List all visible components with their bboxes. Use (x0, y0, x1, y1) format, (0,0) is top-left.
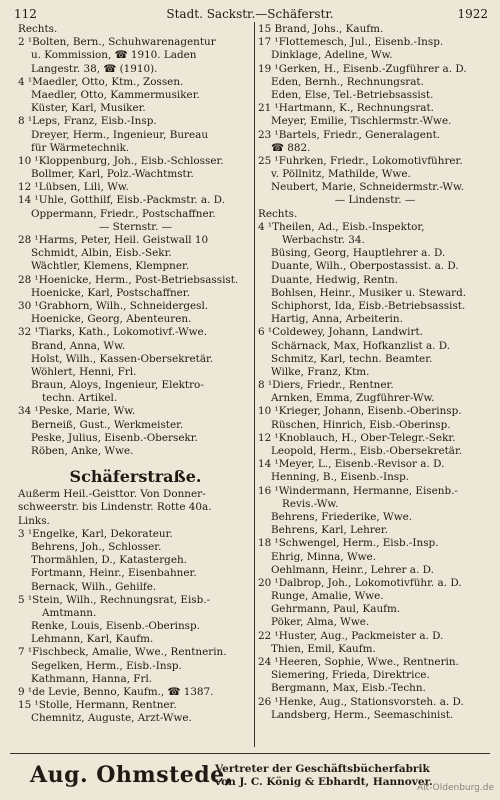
directory-entry-line: Dinklage, Adeline, Ww. (271, 49, 393, 62)
left-column (18, 23, 253, 726)
directory-entry-line: 6 ¹Coldewey, Johann, Landwirt. (258, 326, 423, 339)
directory-entry-line: Braun, Aloys, Ingenieur, Elektro- (31, 379, 204, 392)
directory-entry-line: Oehlmann, Heinr., Lehrer a. D. (271, 563, 434, 576)
directory-entry-line: 23 ¹Bartels, Friedr., Generalagent. (258, 128, 441, 141)
directory-entry-line: Chemnitz, Auguste, Arzt-Wwe. (31, 712, 192, 725)
directory-entry-line: Henning, B., Eisenb.-Insp. (271, 471, 410, 484)
directory-entry-line: 28 ¹Harms, Peter, Heil. Geistwall 10 (18, 234, 209, 246)
directory-entry-line: Rechts. (18, 23, 58, 35)
directory-entry-line: 15 Brand, Johs., Kaufm. (258, 23, 384, 35)
column-divider (254, 22, 255, 747)
directory-entry-line: 5 ¹Stein, Wilh., Rechnungsrat, Eisb.- (18, 593, 211, 606)
directory-entry-line: 8 ¹Leps, Franz, Eisb.-Insp. (18, 115, 157, 128)
directory-entry-line: Duante, Wilh., Oberpostassist. a. D. (271, 260, 459, 273)
directory-entry-line: Renke, Louis, Eisenb.-Oberinsp. (31, 620, 200, 633)
directory-entry-line: 17 ¹Flottemesch, Jul., Eisenb.-Insp. (258, 36, 444, 49)
directory-entry-line: Langestr. 38, ☎ (1910). (31, 62, 158, 75)
directory-entry-line: Peske, Julius, Eisenb.-Obersekr. (31, 431, 198, 444)
right-column (258, 23, 492, 722)
page-year: 1922 (457, 7, 488, 21)
directory-entry-line: Neubert, Marie, Schneidermstr.-Ww. (271, 181, 464, 194)
page-title: Stadt. Sackstr.—Schäferstr. (166, 7, 334, 21)
directory-entry-line: Berneiß, Gust., Werkmeister. (31, 418, 184, 431)
directory-entry-line: Behrens, Karl, Lehrer. (271, 524, 389, 537)
directory-entry-line: Fortmann, Heinr., Eisenbahner. (31, 567, 197, 580)
directory-entry-line: Segelken, Herm., Eisb.-Insp. (31, 659, 182, 672)
directory-entry-line: 15 ¹Stolle, Hermann, Rentner. (18, 699, 177, 712)
directory-entry-line: Thien, Emil, Kaufm. (271, 642, 376, 655)
directory-entry-line: 30 ¹Grabhorn, Wilh., Schneidergesl. (18, 299, 209, 312)
footer-brand: Aug. Ohmstede, (30, 762, 233, 788)
directory-entry-line: Lehmann, Karl, Kaufm. (31, 633, 154, 646)
directory-entry-line: Thormählen, D., Katastergeh. (31, 554, 187, 567)
directory-entry-line: v. Pöllnitz, Mathilde, Wwe. (271, 168, 411, 181)
directory-entry-line: Revis.-Ww. (282, 497, 339, 510)
directory-entry-line: 8 ¹Diers, Friedr., Rentner. (258, 379, 394, 392)
directory-entry-line: Eden, Else, Tel.-Betriebsassist. (271, 88, 434, 101)
directory-entry-line: Hoenicke, Georg, Abenteuren. (31, 313, 192, 326)
directory-entry-line: Brand, Anna, Ww. (31, 339, 126, 352)
directory-entry-line: Holst, Wilh., Kassen-Obersekretär. (31, 352, 214, 365)
directory-entry-line: Bergmann, Max, Eisb.-Techn. (271, 682, 426, 695)
directory-entry-line: Rechts. (258, 207, 298, 220)
directory-entry-line: Büsing, Georg, Hauptlehrer a. D. (271, 247, 446, 260)
directory-entry-line: Behrens, Joh., Schlosser. (31, 540, 162, 553)
directory-entry-line: 10 ¹Kloppenburg, Joh., Eisb.-Schlosser. (18, 154, 224, 167)
directory-entry-line: — Sternstr. — (98, 220, 173, 233)
directory-entry-line: Arnken, Emma, Zugführer-Ww. (271, 392, 435, 405)
directory-entry-line: Behrens, Friederike, Wwe. (271, 510, 413, 523)
directory-entry-line: Schmidt, Albin, Eisb.-Sekr. (31, 247, 172, 260)
directory-entry-line: Meyer, Emilie, Tischlermstr.-Wwe. (271, 115, 452, 128)
directory-entry-line: Gehrmann, Paul, Kaufm. (271, 603, 401, 616)
directory-entry-line: 28 ¹Hoenicke, Herm., Post-Betriebsassist. (18, 273, 239, 286)
directory-entry-line: Schärnack, Max, Hofkanzlist a. D. (271, 339, 451, 352)
directory-entry-line: Wöhlert, Henni, Frl. (31, 365, 137, 378)
directory-entry-line: Eden, Bernh., Rechnungsrat. (271, 75, 424, 88)
directory-entry-line: Schäferstraße. (69, 467, 202, 487)
directory-entry-line: Duante, Hedwig, Rentn. (271, 273, 399, 286)
directory-entry-line: 18 ¹Schwengel, Herm., Eisb.-Insp. (258, 537, 439, 550)
directory-entry-line: 4 ¹Maedler, Otto, Ktm., Zossen. (18, 75, 184, 88)
directory-entry-line: 10 ¹Krieger, Johann, Eisenb.-Oberinsp. (258, 405, 462, 418)
page-number: 112 (14, 7, 37, 21)
footer-line-2: von J. C. König & Ebhardt, Hannover. (215, 776, 433, 788)
directory-entry-line: 9 ¹de Levie, Benno, Kaufm., ☎ 1387. (18, 686, 214, 698)
directory-entry-line: Röben, Anke, Wwe. (31, 445, 134, 457)
directory-entry-line: Schiphorst, Ida, Eisb.-Betriebsassist. (271, 299, 466, 312)
directory-entry-line: Amtmann. (42, 606, 97, 619)
directory-entry-line: Dreyer, Herm., Ingenieur, Bureau (31, 128, 209, 141)
directory-entry-line: Siemering, Frieda, Direktrice. (271, 669, 430, 682)
page-header (10, 6, 490, 22)
directory-entry-line: Bohlsen, Heinr., Musiker u. Steward. (271, 286, 467, 299)
directory-entry-line: Küster, Karl, Musiker. (31, 102, 146, 115)
directory-entry-line: u. Kommission, ☎ 1910. Laden (31, 49, 197, 62)
directory-entry-line: Bollmer, Karl, Polz.-Wachtmstr. (31, 168, 194, 181)
watermark: Alt-Oldenburg.de (416, 783, 494, 793)
directory-entry-line: — Lindenstr. — (334, 194, 416, 207)
directory-entry-line: Hartig, Anna, Arbeiterin. (271, 313, 403, 326)
directory-entry-line: 14 ¹Uhle, Gotthilf, Eisb.-Packmstr. a. D. (18, 194, 225, 207)
footer-line-1: Vertreter der Geschäftsbücherfabrik (215, 763, 430, 775)
directory-entry-line: Wächtler, Klemens, Klempner. (31, 260, 190, 273)
directory-entry-line: Oppermann, Friedr., Postschaffner. (31, 207, 216, 220)
directory-entry-line: ☎ 882. (271, 141, 311, 154)
directory-entry-line: 12 ¹Knoblauch, H., Ober-Telegr.-Sekr. (258, 431, 456, 444)
directory-entry-line: Außerm Heil.-Geisttor. Von Donner- (18, 488, 206, 501)
directory-entry-line: für Wärmetechnik. (31, 141, 130, 154)
directory-entry-line: Ehrig, Minna, Wwe. (271, 550, 376, 563)
directory-entry-line: Schmitz, Karl, techn. Beamter. (271, 352, 433, 365)
directory-entry-line: Landsberg, Herm., Seemaschinist. (271, 708, 454, 721)
directory-entry-line: 2 ¹Bolten, Bern., Schuhwarenagentur (18, 36, 216, 49)
directory-entry-line: 22 ¹Huster, Aug., Packmeister a. D. (258, 629, 444, 642)
directory-entry-line: 32 ¹Tiarks, Kath., Lokomotivf.-Wwe. (18, 326, 208, 339)
directory-entry-line: Pöker, Alma, Wwe. (271, 616, 370, 629)
directory-entry-line: Leopold, Herm., Eisb.-Obersekretär. (271, 445, 463, 457)
directory-entry-line: schweerstr. bis Lindenstr. Rotte 40a. (18, 501, 212, 514)
directory-entry-line: 14 ¹Meyer, L., Eisenb.-Revisor a. D. (258, 458, 445, 471)
directory-entry-line: Kathmann, Hanna, Frl. (31, 672, 153, 685)
directory-entry-line: Rüschen, Hinrich, Eisb.-Oberinsp. (271, 418, 451, 431)
directory-entry-line: 12 ¹Lübsen, Lili, Ww. (18, 181, 129, 194)
directory-entry-line: 25 ¹Fuhrken, Friedr., Lokomotivführer. (258, 154, 463, 167)
directory-entry-line: Bernack, Wilh., Gehilfe. (31, 580, 157, 593)
directory-entry-line: Links. (18, 514, 50, 527)
directory-entry-line: Hoenicke, Karl, Postschaffner. (31, 286, 190, 299)
directory-entry-line: Werbachstr. 34. (282, 234, 365, 246)
directory-entry-line: techn. Artikel. (42, 392, 118, 405)
directory-entry-line: 19 ¹Gerken, H., Eisenb.-Zugführer a. D. (258, 62, 467, 75)
directory-entry-line: 7 ¹Fischbeck, Amalie, Wwe., Rentnerin. (18, 646, 227, 659)
directory-entry-line: 34 ¹Peske, Marie, Ww. (18, 405, 136, 418)
directory-entry-line: 21 ¹Hartmann, K., Rechnungsrat. (258, 102, 434, 115)
directory-entry-line: Maedler, Otto, Kammermusiker. (31, 88, 200, 101)
directory-entry-line: 16 ¹Windermann, Hermanne, Eisenb.- (258, 484, 458, 497)
directory-entry-line: 4 ¹Theilen, Ad., Eisb.-Inspektor, (258, 220, 425, 233)
directory-entry-line: Wilke, Franz, Ktm. (271, 365, 370, 378)
directory-entry-line: 20 ¹Dalbrop, Joh., Lokomotivführ. a. D. (258, 576, 462, 589)
directory-entry-line: Runge, Amalie, Wwe. (271, 590, 384, 603)
directory-entry-line: 24 ¹Heeren, Sophie, Wwe., Rentnerin. (258, 656, 459, 668)
advertisement-footer (0, 758, 500, 792)
footer-divider (10, 753, 490, 754)
directory-entry-line: 3 ¹Engelke, Karl, Dekorateur. (18, 527, 173, 540)
directory-entry-line: 26 ¹Henke, Aug., Stationsvorsteh. a. D. (258, 695, 464, 708)
